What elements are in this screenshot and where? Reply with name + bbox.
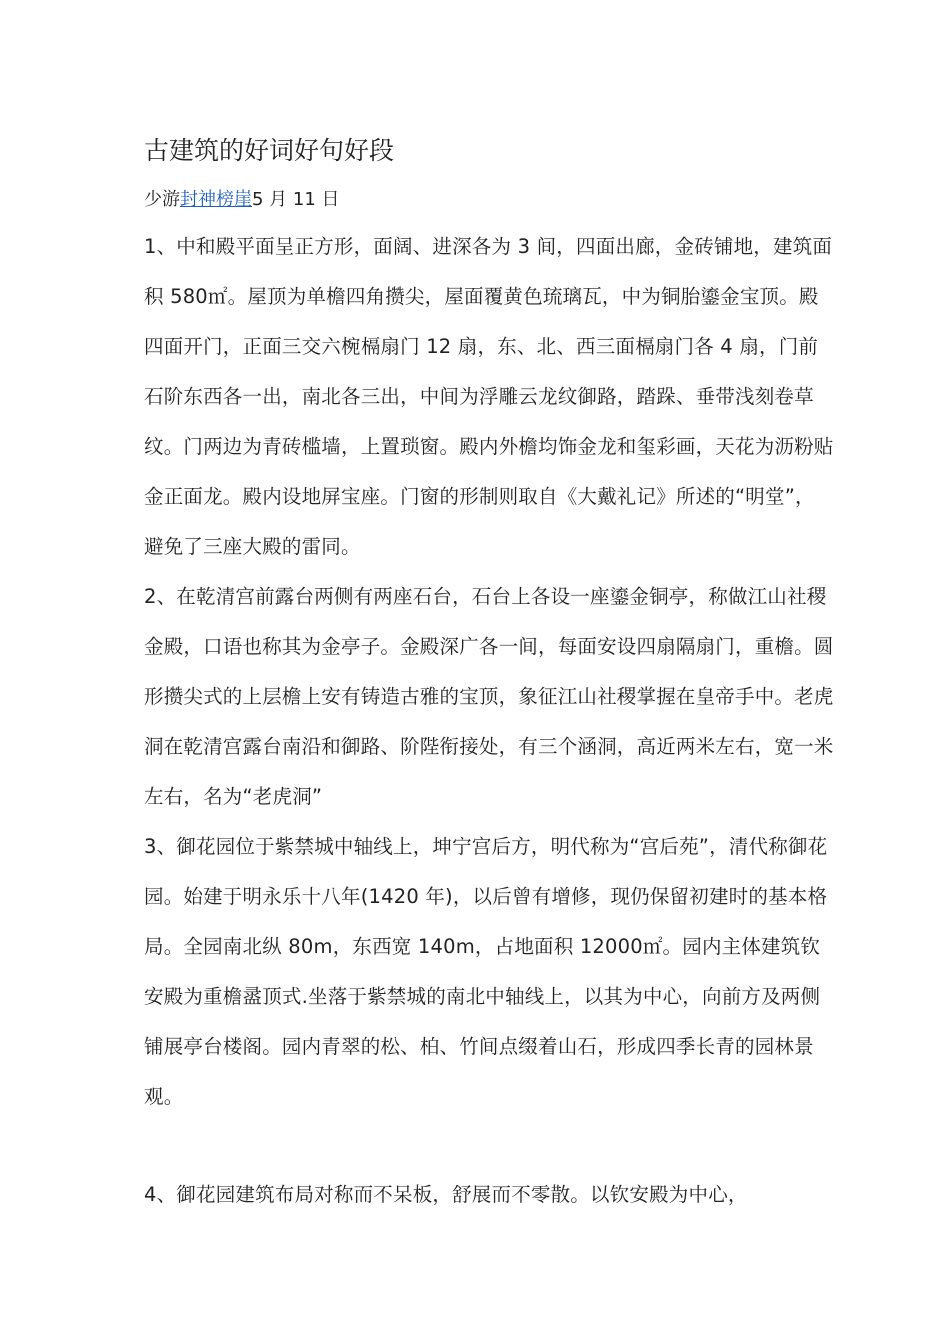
paragraph-2: 2、在乾清宫前露台两侧有两座石台，石台上各设一座鎏金铜亭，称做江山社稷金殿，口语也称其为金亭子。金殿深广各一间，每面安设四扇隔扇门，重檐。圆形攒尖式的上层檐上安有铸造古雅的宝顶，象征江山社稷掌握在皇帝手中。老虎洞在乾清宫露台南沿和御路、阶陛衔接处，有三个涵洞，高近两米左右，宽一米左右，名为“老虎洞” <box>144 585 834 808</box>
article-meta <box>144 186 834 214</box>
publish-date: 5 月 11 日 <box>252 189 340 210</box>
article <box>144 128 834 1220</box>
author-link[interactable]: 封神榜崖 <box>180 189 252 210</box>
paragraph-1: 1、中和殿平面呈正方形，面阔、进深各为 3 间，四面出廊，金砖铺地，建筑面积 580㎡。屋顶为单檐四角攒尖，屋面覆黄色琉璃瓦，中为铜胎鎏金宝顶。殿四面开门，正面三交六椀槅扇门 12 扇，东、北、西三面槅扇门各 4 扇，门前石阶东西各一出，南北各三出，中间为浮雕云龙纹御路，踏跺、垂带浅刻卷草纹。门两边为青砖槛墙，上置琐窗。殿内外檐均饰金龙和玺彩画，天花为沥粉贴金正面龙。殿内设地屏宝座。门窗的形制则取自《大戴礼记》所述的“明堂”，避免了三座大殿的雷同。 <box>144 235 834 558</box>
page-title: 古建筑的好词好句好段 <box>144 136 395 165</box>
paragraph-4: 4、御花园建筑布局对称而不呆板，舒展而不零散。以钦安殿为中心， <box>144 1183 748 1206</box>
meta-prefix: 少游 <box>144 189 180 210</box>
paragraph-3: 3、御花园位于紫禁城中轴线上，坤宁宫后方，明代称为“宫后苑”，清代称御花园。始建于明永乐十八年(1420 年)，以后曾有增修，现仍保留初建时的基本格局。全园南北纵 80m，东西宽 140m，占地面积 12000㎡。园内主体建筑钦安殿为重檐盝顶式.坐落于紫禁城的南北中轴线上，以其为中心，向前方及两侧铺展亭台楼阁。园内青翠的松、柏、竹间点缀着山石，形成四季长青的园林景观。 <box>144 835 828 1108</box>
